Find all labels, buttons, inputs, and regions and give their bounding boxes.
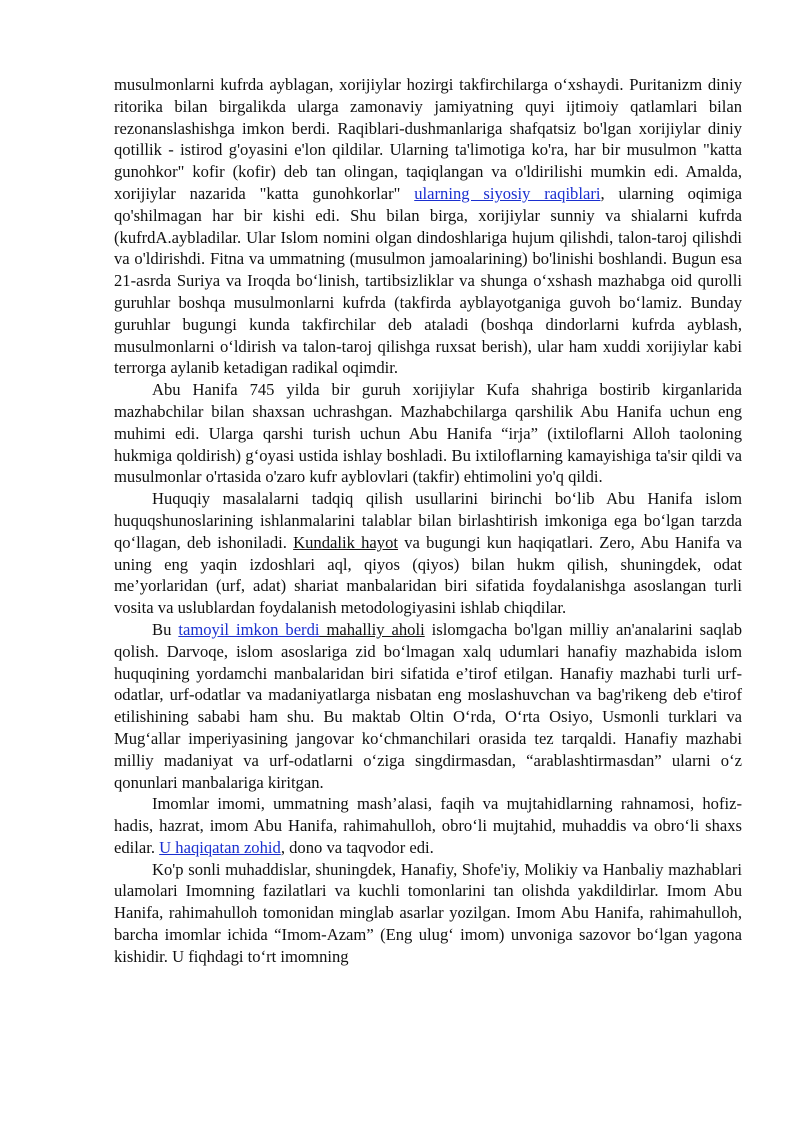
text-run: , ularning oqimiga qo'shilmagan har bir kishi edi. Shu bilan birga, xorijiylar sunniy va shialarni kufrda (kufrdA.aybladilar. Ular Islom nomini olgan dindoshlariga hujum qilishdi, talon-taroj qilishdi va o'ldirishdi. Fitna va ummatning (musulmon jamoalarining) bo'linishi boshlandi. Bugun esa 21-asrda Suriya va Iroqda bo‘linish, tartibsizliklar va shunga o‘xshash mazhabga oid qurolli guruhlar boshqa musulmonlarni kufrda (takfirda ayblayotganiga guvoh bo‘lamiz. Bunday guruhlar bugungi kunda takfirchilar deb ataladi (boshqa dindorlarni kufrda ayblash, musulmonlarni o‘ldirish va talon-taroj qilishga ruxsat berish), ular ham xuddi xorijiylar kabi terrorga aylanib ketadigan radikal oqimdir.	[114, 183, 742, 378]
text-run: islomgacha bo'lgan milliy an'analarini saqlab qolish. Darvoqe, islom asoslariga zid bo‘lmagan xalq udumlari hanafiy mazhabida islom huquqining yordamchi manbalaridan biri sifatida e’tirof etilgan. Hanafiy mazhabi turli urf-odatlar, urf-odatlar va madaniyatlarga nisbatan eng moslashuvchan va bag'rikeng deb e'tirof etilishining sababi ham shu. Bu maktab Oltin O‘rda, O‘rta Osiyo, Usmonli turklari va Mug‘allar imperiyasining jangovar ko‘chmanchilari orasida tez tarqaldi. Hanafiy mazhabi milliy madaniyat va urf-odatlarni o‘ziga singdirmasdan, “arablashtirmasdan” ularni o‘z qonunlari manbalariga kiritgan.	[114, 619, 743, 792]
text-run: Imomlar imomi, ummatning mash’alasi, faqih va mujtahidlarning rahnamosi, hofiz-hadis, hazrat, imom Abu Hanifa, rahimahulloh, obro‘li mujtahid, muhaddis va obro‘li shaxs edilar.	[114, 794, 742, 857]
link-kundalik-hayot[interactable]: Kundalik hayot	[293, 532, 398, 552]
paragraph-2	[114, 379, 742, 488]
document-page	[114, 74, 742, 968]
text-run: Bu	[152, 619, 179, 639]
paragraph-3	[114, 488, 742, 619]
paragraph-5	[114, 793, 742, 858]
paragraph-6	[114, 859, 742, 968]
text-run: musulmonlarni kufrda ayblagan, xorijiylar hozirgi takfirchilarga o‘xshaydi. Puritanizm diniy ritorika bilan birgalikda ularga zamonaviy jamiyatning quyi ijtimoiy qatlamlari bilan rezonanslashishga imkon berdi. Raqiblari-dushmanlariga shafqatsiz bo'lgan xorijiylar diniy qotillik - istirod g'oyasini e'lon qildilar. Ularning ta'limotiga ko'ra, har bir musulmon "katta gunohkor" kofir (kofir) deb tan olingan, taqiqlangan va o'ldirilishi mumkin edi. Amalda, xorijiylar nazarida "katta gunohkorlar"	[114, 75, 742, 203]
link-siyosiy-raqiblari[interactable]: ularning siyosiy raqiblari	[414, 183, 601, 203]
text-run: va bugungi kun haqiqatlari. Zero, Abu Hanifa va uning eng yaqin izdoshlari aql, qiyos (qiyos) bilan hukm qilish, shuningdek, odat me’yorlaridan (urf, adat) shariat manbalaridan biri sifatida foydalanishga asoslangan turli vosita va uslublardan foydalanish metodologiyasini ishlab chiqdilar.	[114, 532, 742, 618]
text-run: Ko'p sonli muhaddislar, shuningdek, Hanafiy, Shofe'iy, Molikiy va Hanbaliy mazhablari ulamolari Imomning fazilatlari va kuchli tomonlarini tan olishda yakdildirlar. Imom Abu Hanifa, rahimahulloh tomonidan minglab asarlar yozilgan. Imom Abu Hanifa, rahimahulloh, barcha imomlar ichida “Imom-Azam” (Eng ulug‘ imom) unvoniga sazovor bo‘lgan yagona kishidir. U fiqhdagi to‘rt imomning	[114, 859, 742, 966]
paragraph-1	[114, 74, 742, 379]
link-tamoyil-imkon-berdi[interactable]: tamoyil imkon berdi	[178, 619, 320, 639]
paragraph-4	[114, 619, 742, 793]
text-run: , dono va taqvodor edi.	[280, 837, 434, 857]
text-run: Huquqiy masalalarni tadqiq qilish usullarini birinchi bo‘lib Abu Hanifa islom huquqshunoslarining ishlanmalarini talablar bilan birlashtirish imkoniga ega bo‘lgan tarzda qo‘llagan, deb ishoniladi.	[114, 489, 742, 552]
link-mahalliy-aholi[interactable]: mahalliy aholi	[326, 619, 425, 639]
link-u-haqiqatan-zohid[interactable]: U haqiqatan zohid	[159, 837, 281, 857]
text-run: Abu Hanifa 745 yilda bir guruh xorijiylar Kufa shahriga bostirib kirganlarida mazhabchilar bilan shaxsan uchrashgan. Mazhabchilarga qarshilik Abu Hanifa uchun eng muhimi edi. Ularga qarshi turish uchun Abu Hanifa “irja” (ixtiloflarni Alloh taoloning hukmiga qoldirish) g‘oyasi ustida ishlay boshladi. Bu ixtiloflarning kamayishiga ta'sir qildi va musulmonlar o'rtasida o'zaro kufr ayblovlari (takfir) ehtimolini yo'q qildi.	[114, 380, 742, 487]
